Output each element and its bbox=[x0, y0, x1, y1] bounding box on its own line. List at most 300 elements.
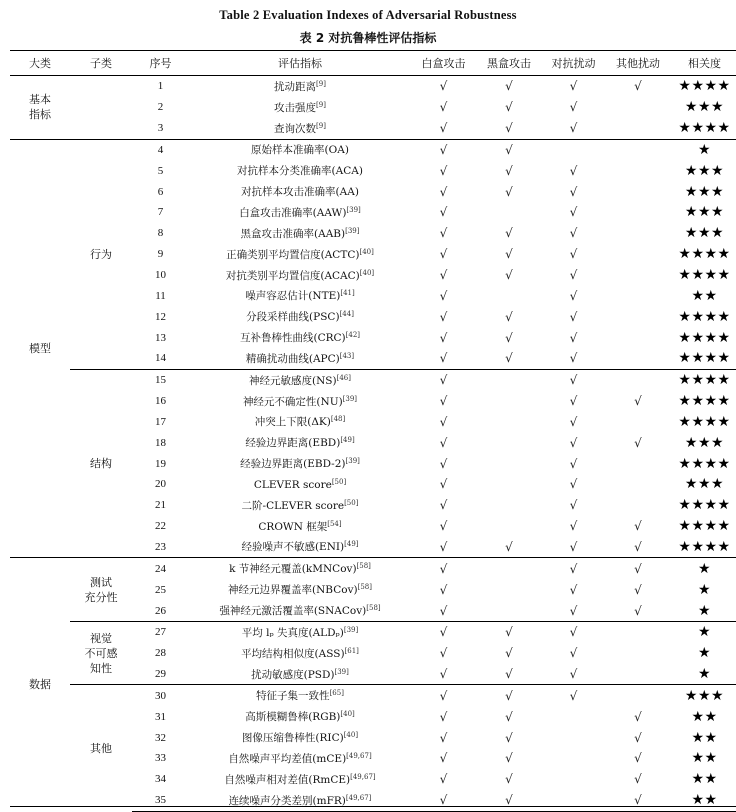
row-number: 28 bbox=[155, 647, 166, 660]
row-number: 18 bbox=[155, 436, 166, 449]
adversarial-check: √ bbox=[569, 247, 578, 262]
reference-citation: [40] bbox=[359, 268, 375, 277]
index-name-text: 扰动敏感度(PSD) bbox=[251, 668, 335, 681]
adversarial-check bbox=[542, 139, 605, 160]
blackbox-check: √ bbox=[476, 685, 542, 706]
row-number: 7 bbox=[157, 206, 164, 219]
adversarial-check: √ bbox=[569, 414, 578, 429]
index-name-text: 正确类别平均置信度(ACTC) bbox=[226, 248, 360, 261]
other-check bbox=[605, 160, 671, 181]
index-name-text: 噪声容忍估计(NTE) bbox=[245, 290, 341, 303]
reference-citation: [58] bbox=[356, 562, 371, 571]
index-name-text: 互补鲁棒性曲线(CRC) bbox=[239, 332, 346, 345]
blackbox-check: √ bbox=[505, 121, 513, 136]
blackbox-check bbox=[476, 453, 542, 474]
adversarial-check: √ bbox=[569, 539, 578, 554]
blackbox-check bbox=[476, 412, 542, 433]
other-check bbox=[605, 643, 671, 664]
adversarial-check: √ bbox=[569, 582, 578, 597]
row-number: 26 bbox=[155, 604, 166, 617]
row-number: 9 bbox=[157, 248, 164, 261]
blackbox-check bbox=[476, 474, 542, 495]
other-check bbox=[605, 369, 671, 390]
reference-citation: [41] bbox=[340, 289, 355, 298]
table-row bbox=[10, 558, 736, 579]
blackbox-check: √ bbox=[476, 790, 542, 811]
relevance-stars: ★★★★ bbox=[678, 329, 731, 346]
blackbox-check bbox=[476, 202, 542, 223]
index-name-text: 查询次数 bbox=[274, 122, 317, 135]
category-cell: 数据 bbox=[10, 558, 70, 811]
index-name-text: 经验边界距离(EBD) bbox=[245, 437, 341, 450]
adversarial-check: √ bbox=[542, 621, 605, 642]
blackbox-check bbox=[476, 285, 542, 306]
category-cell: 基本 指标 bbox=[29, 93, 51, 122]
relevance-stars: ★★★★ bbox=[678, 413, 731, 430]
reference-citation: [49,67] bbox=[350, 772, 376, 781]
blackbox-check bbox=[476, 579, 542, 600]
relevance-stars: ★★★★ bbox=[671, 369, 736, 390]
other-check: √ bbox=[634, 730, 642, 745]
relevance-stars: ★ bbox=[697, 666, 712, 683]
index-name-text: 自然噪声相对差值(RmCE) bbox=[224, 773, 351, 786]
other-check bbox=[605, 348, 671, 369]
index-name-text: 自然噪声平均差值(mCE) bbox=[228, 752, 347, 765]
row-number: 5 bbox=[157, 164, 164, 177]
table-row bbox=[10, 685, 736, 706]
relevance-stars: ★ bbox=[671, 139, 736, 160]
whitebox-check: √ bbox=[411, 621, 476, 642]
other-check bbox=[605, 223, 671, 244]
relevance-stars: ★★ bbox=[691, 287, 718, 304]
row-number: 16 bbox=[155, 395, 166, 408]
whitebox-check: √ bbox=[411, 369, 476, 390]
relevance-stars: ★★★★ bbox=[678, 350, 731, 367]
index-name bbox=[189, 369, 411, 390]
subcategory-cell: 行为 bbox=[70, 139, 132, 369]
relevance-stars: ★★ bbox=[671, 790, 736, 811]
relevance-stars: ★★★ bbox=[684, 183, 725, 200]
other-check: √ bbox=[605, 558, 671, 579]
relevance-stars: ★★★★ bbox=[678, 538, 731, 555]
blackbox-check: √ bbox=[505, 667, 513, 682]
index-name bbox=[189, 769, 411, 790]
reference-citation: [39] bbox=[345, 457, 360, 466]
adversarial-check: √ bbox=[569, 477, 578, 492]
index-name bbox=[189, 181, 411, 202]
adversarial-check: √ bbox=[569, 519, 578, 534]
reference-citation: [49] bbox=[344, 540, 359, 549]
index-name-text: 对抗样本分类准确率(ACA) bbox=[237, 165, 363, 178]
index-name-text: 连续噪声分类差别(mFR) bbox=[228, 794, 346, 807]
adversarial-check: √ bbox=[542, 369, 605, 390]
row-number: 29 bbox=[155, 668, 166, 681]
row-number: 17 bbox=[155, 415, 166, 428]
row-number: 20 bbox=[155, 478, 166, 491]
whitebox-check: √ bbox=[439, 730, 448, 745]
relevance-stars: ★ bbox=[671, 558, 736, 579]
adversarial-check: √ bbox=[569, 100, 578, 115]
index-name-text: 平均 lₚ 失真度(ALDₚ) bbox=[241, 626, 344, 639]
reference-citation: [9] bbox=[316, 100, 326, 109]
whitebox-check: √ bbox=[439, 351, 448, 366]
row-number: 34 bbox=[155, 773, 166, 786]
other-check: √ bbox=[605, 790, 671, 811]
index-name bbox=[189, 748, 411, 769]
relevance-stars: ★★ bbox=[691, 750, 718, 767]
blackbox-check: √ bbox=[505, 751, 513, 766]
index-name-text: 强神经元激活覆盖率(SNACov) bbox=[219, 605, 367, 618]
adversarial-check: √ bbox=[569, 121, 578, 136]
index-name bbox=[189, 621, 411, 642]
index-name bbox=[189, 643, 411, 664]
row-number: 35 bbox=[132, 790, 189, 811]
index-name bbox=[189, 727, 411, 748]
relevance-stars: ★★ bbox=[691, 771, 718, 788]
blackbox-check: √ bbox=[505, 184, 513, 199]
index-name bbox=[189, 537, 411, 558]
relevance-stars: ★★★★ bbox=[678, 497, 731, 514]
relevance-stars: ★★★ bbox=[684, 225, 725, 242]
whitebox-check: √ bbox=[439, 184, 448, 199]
header-subcategory: 子类 bbox=[70, 51, 132, 76]
whitebox-check: √ bbox=[439, 79, 448, 94]
blackbox-check bbox=[476, 391, 542, 412]
subcategory-cell: 测试 充分性 bbox=[70, 558, 132, 622]
blackbox-check: √ bbox=[505, 247, 513, 262]
row-number: 21 bbox=[155, 499, 166, 512]
other-check bbox=[605, 181, 671, 202]
index-name bbox=[189, 412, 411, 433]
whitebox-check: √ bbox=[439, 435, 448, 450]
index-name-text: 黑盒攻击准确率(AAB) bbox=[240, 227, 346, 240]
index-name-text: CLEVER score bbox=[253, 478, 332, 491]
index-name bbox=[189, 160, 411, 181]
reference-citation: [54] bbox=[327, 519, 342, 528]
other-check: √ bbox=[634, 603, 642, 618]
index-name bbox=[189, 579, 411, 600]
index-name bbox=[189, 285, 411, 306]
whitebox-check: √ bbox=[439, 498, 448, 513]
header-adversarial: 对抗扰动 bbox=[542, 51, 605, 76]
blackbox-check bbox=[476, 369, 542, 390]
relevance-stars: ★★★★ bbox=[678, 308, 731, 325]
index-name bbox=[189, 118, 411, 139]
other-check: √ bbox=[634, 772, 642, 787]
index-name-text: 经验边界距离(EBD-2) bbox=[240, 458, 346, 471]
adversarial-check: √ bbox=[569, 351, 578, 366]
other-check: √ bbox=[634, 751, 642, 766]
relevance-stars: ★★★ bbox=[684, 204, 725, 221]
index-name-text: 精确扰动曲线(APC) bbox=[245, 352, 340, 365]
whitebox-check: √ bbox=[439, 121, 448, 136]
index-name bbox=[189, 265, 411, 286]
row-number: 3 bbox=[157, 122, 164, 135]
row-number: 8 bbox=[157, 227, 164, 240]
index-name bbox=[189, 474, 411, 495]
index-name-text: 神经元敏感度(NS) bbox=[249, 374, 337, 387]
blackbox-check: √ bbox=[505, 268, 513, 283]
blackbox-check: √ bbox=[505, 351, 513, 366]
other-check bbox=[605, 474, 671, 495]
reference-citation: [61] bbox=[344, 646, 359, 655]
blackbox-check: √ bbox=[505, 709, 513, 724]
index-name-text: 对抗类别平均置信度(ACAC) bbox=[225, 269, 360, 282]
header-relevance: 相关度 bbox=[671, 51, 736, 76]
reference-citation: [9] bbox=[316, 79, 326, 88]
whitebox-check: √ bbox=[439, 582, 448, 597]
adversarial-check: √ bbox=[569, 309, 578, 324]
other-check bbox=[605, 495, 671, 516]
row-number: 33 bbox=[155, 752, 166, 765]
whitebox-check: √ bbox=[439, 414, 448, 429]
adversarial-check: √ bbox=[569, 646, 578, 661]
reference-citation: [44] bbox=[339, 310, 354, 319]
reference-citation: [39] bbox=[345, 226, 360, 235]
reference-citation: [48] bbox=[330, 415, 346, 424]
index-name-text: 扰动距离 bbox=[274, 80, 317, 93]
other-check bbox=[605, 621, 671, 642]
adversarial-check bbox=[542, 769, 605, 790]
index-name-text: k 节神经元覆盖(kMNCov) bbox=[229, 563, 357, 576]
adversarial-check: √ bbox=[569, 435, 578, 450]
other-check: √ bbox=[634, 709, 642, 724]
relevance-stars: ★★★ bbox=[684, 476, 725, 493]
index-name bbox=[189, 139, 411, 160]
other-check bbox=[605, 202, 671, 223]
relevance-stars: ★★★★ bbox=[678, 267, 731, 284]
table-row bbox=[10, 621, 736, 642]
subcategory-cell bbox=[70, 76, 132, 140]
row-number: 15 bbox=[132, 369, 189, 390]
index-name bbox=[189, 223, 411, 244]
relevance-stars: ★★ bbox=[691, 729, 718, 746]
adversarial-check: √ bbox=[569, 268, 578, 283]
header-category: 大类 bbox=[10, 51, 70, 76]
whitebox-check: √ bbox=[439, 667, 448, 682]
reference-citation: [9] bbox=[316, 121, 326, 130]
index-name-text: 图像压缩鲁棒性(RIC) bbox=[241, 732, 344, 745]
index-name bbox=[189, 391, 411, 412]
whitebox-check: √ bbox=[411, 685, 476, 706]
blackbox-check: √ bbox=[505, 100, 513, 115]
row-number: 30 bbox=[132, 685, 189, 706]
index-name bbox=[189, 558, 411, 579]
row-number: 32 bbox=[155, 731, 166, 744]
whitebox-check: √ bbox=[439, 477, 448, 492]
relevance-stars: ★★★ bbox=[684, 99, 725, 116]
whitebox-check: √ bbox=[439, 330, 448, 345]
index-name bbox=[189, 453, 411, 474]
category-cell: 模型 bbox=[10, 139, 70, 558]
whitebox-check: √ bbox=[439, 709, 448, 724]
table-row bbox=[10, 369, 736, 390]
reference-citation: [46] bbox=[336, 373, 351, 382]
reference-citation: [50] bbox=[331, 477, 347, 486]
reference-citation: [49,67] bbox=[345, 793, 372, 802]
blackbox-check: √ bbox=[505, 163, 513, 178]
index-name-text: 平均结构相似度(ASS) bbox=[241, 647, 345, 660]
reference-citation: [39] bbox=[334, 667, 349, 676]
reference-citation: [49,67] bbox=[346, 751, 372, 760]
row-number: 19 bbox=[155, 457, 166, 470]
row-number: 27 bbox=[132, 621, 189, 642]
row-number: 14 bbox=[155, 352, 166, 365]
index-name bbox=[189, 516, 411, 537]
reference-citation: [50] bbox=[344, 498, 359, 507]
whitebox-check: √ bbox=[439, 163, 448, 178]
adversarial-check: √ bbox=[569, 163, 578, 178]
other-check bbox=[605, 265, 671, 286]
other-check bbox=[605, 453, 671, 474]
relevance-stars: ★★★★ bbox=[678, 393, 731, 410]
reference-citation: [43] bbox=[339, 351, 355, 360]
adversarial-check: √ bbox=[569, 205, 578, 220]
relevance-stars: ★ bbox=[697, 602, 712, 619]
index-name bbox=[189, 306, 411, 327]
other-check bbox=[605, 118, 671, 139]
row-number: 1 bbox=[157, 80, 164, 93]
other-check bbox=[605, 664, 671, 685]
blackbox-check: √ bbox=[505, 730, 513, 745]
adversarial-check: √ bbox=[569, 394, 578, 409]
other-check: √ bbox=[634, 519, 642, 534]
blackbox-check: √ bbox=[476, 139, 542, 160]
whitebox-check: √ bbox=[439, 519, 448, 534]
evaluation-index-table bbox=[10, 50, 736, 812]
other-check: √ bbox=[634, 394, 642, 409]
other-check bbox=[605, 97, 671, 118]
index-name-text: 二阶-CLEVER score bbox=[241, 499, 345, 512]
adversarial-check: √ bbox=[542, 685, 605, 706]
blackbox-check: √ bbox=[476, 621, 542, 642]
reference-citation: [58] bbox=[366, 604, 381, 613]
blackbox-check: √ bbox=[505, 226, 513, 241]
whitebox-check: √ bbox=[439, 205, 448, 220]
row-number: 24 bbox=[132, 558, 189, 579]
index-name-text: 特征子集一致性 bbox=[256, 690, 330, 703]
adversarial-check bbox=[542, 706, 605, 727]
whitebox-check: √ bbox=[439, 247, 448, 262]
other-check: √ bbox=[634, 539, 642, 554]
adversarial-check: √ bbox=[542, 558, 605, 579]
row-number: 6 bbox=[157, 185, 164, 198]
subcategory-cell: 结构 bbox=[70, 369, 132, 558]
row-number: 25 bbox=[155, 583, 166, 596]
header-row bbox=[10, 51, 736, 76]
other-check: √ bbox=[634, 582, 642, 597]
relevance-stars: ★★★ bbox=[684, 162, 725, 179]
other-check bbox=[605, 139, 671, 160]
table-row bbox=[10, 139, 736, 160]
blackbox-check: √ bbox=[505, 330, 513, 345]
relevance-stars: ★★★ bbox=[671, 685, 736, 706]
index-name bbox=[189, 244, 411, 265]
whitebox-check: √ bbox=[411, 558, 476, 579]
whitebox-check: √ bbox=[411, 790, 476, 811]
header-index: 评估指标 bbox=[189, 51, 411, 76]
reference-citation: [49] bbox=[340, 436, 355, 445]
index-name bbox=[189, 432, 411, 453]
relevance-stars: ★ bbox=[671, 621, 736, 642]
index-name-text: 白盒攻击准确率(AAW) bbox=[239, 206, 347, 219]
other-check bbox=[605, 306, 671, 327]
index-name bbox=[189, 76, 411, 97]
index-name-text: 神经元边界覆盖率(NBCov) bbox=[228, 584, 358, 597]
row-number: 11 bbox=[155, 289, 166, 302]
whitebox-check: √ bbox=[439, 394, 448, 409]
whitebox-check: √ bbox=[411, 139, 476, 160]
adversarial-check: √ bbox=[569, 667, 578, 682]
adversarial-check: √ bbox=[569, 184, 578, 199]
header-whitebox: 白盒攻击 bbox=[411, 51, 476, 76]
other-check bbox=[605, 327, 671, 348]
index-name bbox=[189, 664, 411, 685]
index-name-text: 冲突上下限(ΔK) bbox=[254, 416, 331, 429]
adversarial-check: √ bbox=[569, 603, 578, 618]
blackbox-check: √ bbox=[505, 772, 513, 787]
relevance-stars: ★★★★ bbox=[678, 455, 731, 472]
blackbox-check bbox=[476, 516, 542, 537]
adversarial-check: √ bbox=[569, 288, 578, 303]
adversarial-check: √ bbox=[569, 79, 578, 94]
index-name bbox=[189, 348, 411, 369]
adversarial-check: √ bbox=[569, 330, 578, 345]
adversarial-check: √ bbox=[569, 456, 578, 471]
whitebox-check: √ bbox=[439, 288, 448, 303]
blackbox-check bbox=[476, 495, 542, 516]
adversarial-check: √ bbox=[569, 498, 578, 513]
blackbox-check bbox=[476, 432, 542, 453]
other-check bbox=[605, 285, 671, 306]
index-name bbox=[189, 495, 411, 516]
reference-citation: [40] bbox=[343, 731, 359, 740]
index-name bbox=[189, 685, 411, 706]
table-bottom-rule bbox=[10, 806, 736, 812]
whitebox-check: √ bbox=[439, 268, 448, 283]
relevance-stars: ★★★★ bbox=[678, 78, 731, 95]
row-number: 22 bbox=[155, 520, 166, 533]
reference-citation: [39] bbox=[343, 625, 359, 634]
index-name-text: 经验噪声不敏感(ENI) bbox=[241, 541, 345, 554]
header-number: 序号 bbox=[132, 51, 189, 76]
header-blackbox: 黑盒攻击 bbox=[476, 51, 542, 76]
relevance-stars: ★★★★ bbox=[678, 120, 731, 137]
reference-citation: [42] bbox=[345, 331, 361, 340]
whitebox-check: √ bbox=[439, 646, 448, 661]
row-number: 31 bbox=[155, 710, 166, 723]
other-check bbox=[605, 412, 671, 433]
index-name-text: 原始样本准确率(OA) bbox=[251, 144, 349, 157]
whitebox-check: √ bbox=[439, 309, 448, 324]
whitebox-check: √ bbox=[439, 100, 448, 115]
row-number: 12 bbox=[155, 310, 166, 323]
header-other: 其他扰动 bbox=[605, 51, 671, 76]
adversarial-check bbox=[542, 727, 605, 748]
index-name bbox=[189, 327, 411, 348]
reference-citation: [39] bbox=[346, 205, 361, 214]
blackbox-check: √ bbox=[505, 309, 513, 324]
blackbox-check bbox=[476, 558, 542, 579]
reference-citation: [40] bbox=[340, 710, 355, 719]
row-number: 23 bbox=[155, 540, 166, 553]
subcategory-cell: 其他 bbox=[70, 685, 132, 811]
whitebox-check: √ bbox=[439, 539, 448, 554]
whitebox-check: √ bbox=[439, 603, 448, 618]
table-title-en: Table 2 Evaluation Indexes of Adversarial Robustness bbox=[219, 8, 517, 22]
relevance-stars: ★★ bbox=[691, 708, 718, 725]
blackbox-check bbox=[476, 600, 542, 621]
